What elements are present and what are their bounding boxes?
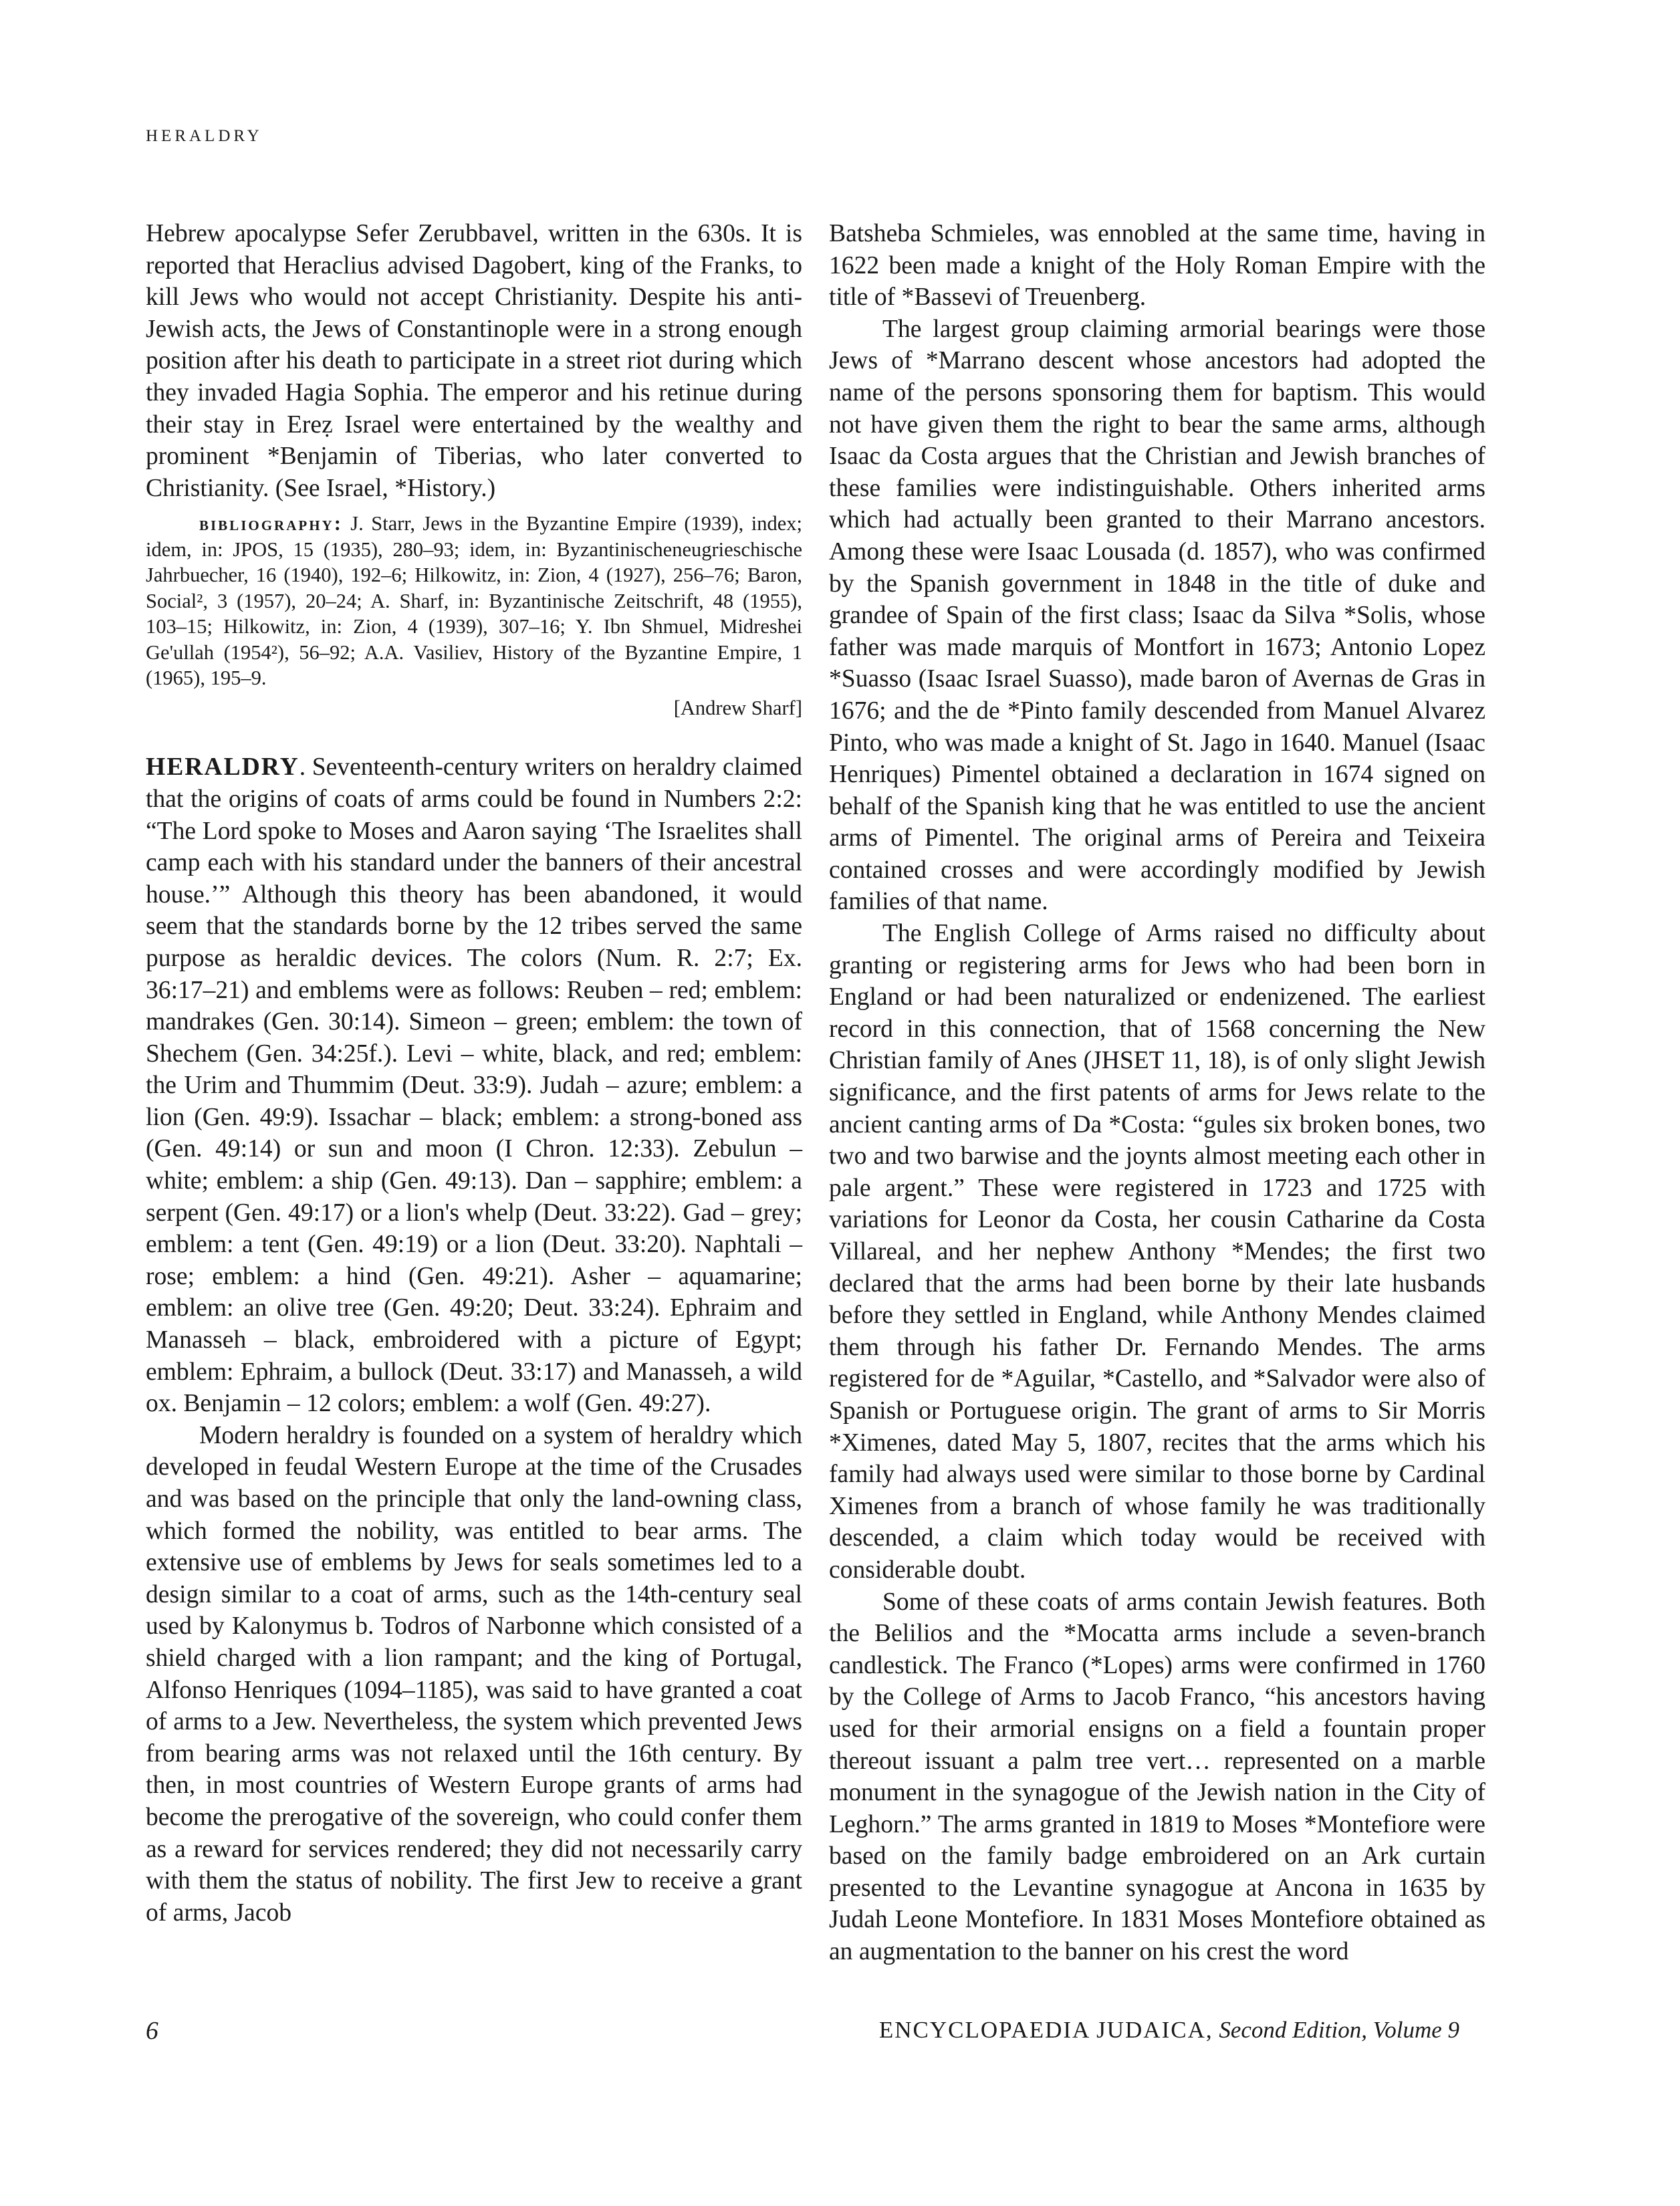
right-column (829, 218, 1485, 1968)
entry-spacer (146, 721, 802, 751)
bibliography (146, 511, 802, 691)
footer-work-name: ENCYCLOPAEDIA JUDAICA, (878, 2017, 1213, 2043)
entry-intro-text: . Seventeenth-century writers on heraldry claimed that the origins of coats of arms could be found in Numbers 2:2: “The Lord spoke to Moses and Aaron saying ‘The Israelites shall camp each with his standard under the banners of their ancestral house.’” Although this theory has been abandoned, it would seem that the standards borne by the 12 tribes served the same purpose as heraldic devices. The colors (Num. R. 2:7; Ex. 36:17–21) and emblems were as follows: Reuben – red; emblem: mandrakes (Gen. 30:14). Simeon – green; emblem: the town of Shechem (Gen. 34:25f.). Levi – white, black, and red; emblem: the Urim and Thummim (Deut. 33:9). Judah – azure; emblem: a lion (Gen. 49:9). Issachar – black; emblem: a strong-boned ass (Gen. 49:14) or sun and moon (I Chron. 12:33). Zebulun – white; emblem: a ship (Gen. 49:13). Dan – sapphire; emblem: a serpent (Gen. 49:17) or a lion's whelp (Deut. 33:22). Gad – grey; emblem: a tent (Gen. 49:19) or a lion (Deut. 33:20). Naphtali – rose; emblem: a hind (Gen. 49:21). Asher – aquamarine; emblem: an olive tree (Gen. 49:20; Deut. 33:24). Ephraim and Manasseh – black, embroidered with a picture of Egypt; emblem: Ephraim, a bullock (Deut. 33:17) and Manasseh, a wild ox. Benjamin – 12 colors; emblem: a wolf (Gen. 49:27). (146, 753, 802, 1418)
right-paragraph-1: Batsheba Schmieles, was ennobled at the same time, having in 1622 been made a knight of the Holy Roman Empire with the title of *Bassevi of Treuenberg. (829, 220, 1485, 312)
bibliography-text: J. Starr, Jews in the Byzantine Empire (1939), index; idem, in: JPOS, 15 (1935), 280–93; idem, in: Byzantinischeneugrieschische Jahrbuecher, 16 (1940), 192–6; Hilkowitz, in: Zion, 4 (1927), 256–76; Baron, Social², 3 (1957), 20–24; A. Sharf, in: Byzantinische Zeitschrift, 48 (1955), 103–15; Hilkowitz, in: Zion, 4 (1939), 307–16; Y. Ibn Shmuel, Midreshei Ge'ullah (1954²), 56–92; A.A. Vasiliev, History of the Byzantine Empire, 1 (1965), 195–9. (146, 512, 802, 690)
bibliography-label: bibliography: (199, 512, 343, 535)
page-number: 6 (146, 2017, 158, 2045)
right-paragraph-jewish-features: Some of these coats of arms contain Jewish features. Both the Belilios and the *Mocatta arms include a seven-branch candlestick. The Franco (*Lopes) arms were confirmed in 1760 by the College of Arms to Jacob Franco, “his ancestors having used for their armorial ensigns on a field a fountain proper thereout issuant a palm tree vert… represented on a marble monument in the synagogue of the Jewish nation in the City of Leghorn.” The arms granted in 1819 to Moses *Montefiore were based on the family badge embroidered on an Ark curtain presented to the Levantine synagogue at Ancona in 1635 by Judah Leone Montefiore. In 1831 Moses Montefiore obtained as an augmentation to the banner on his crest the word (829, 1588, 1485, 1966)
footer-edition: Second Edition, Volume 9 (1213, 2017, 1459, 2043)
left-paragraph-modern-heraldry: Modern heraldry is founded on a system of heraldry which developed in feudal Western Europe at the time of the Crusades and was based on the principle that only the land-owning class, which formed the nobility, was entitled to bear arms. The extensive use of emblems by Jews for seals sometimes led to a design similar to a coat of arms, such as the 14th-century seal used by Kalonymus b. Todros of Narbonne which consisted of a shield charged with a lion rampant; and the king of Portugal, Alfonso Henriques (1094–1185), was said to have granted a coat of arms to a Jew. Nevertheless, the system which prevented Jews from bearing arms was not relaxed until the 16th century. By then, in most countries of Western Europe grants of arms had become the prerogative of the sovereign, who could confer them as a reward for services rendered; they did not necessarily carry with them the status of nobility. The first Jew to receive a grant of arms, Jacob (146, 1421, 802, 1927)
right-paragraph-marrano: The largest group claiming armorial bearings were those Jews of *Marrano descent whose ancestors had adopted the name of the persons sponsoring them for baptism. This would not have given them the right to bear the same arms, although Isaac da Costa argues that the Christian and Jewish branches of these families were indistinguishable. Others inherited arms which had actually been granted to their Marrano ancestors. Among these were Isaac Lousada (d. 1857), who was confirmed by the Spanish government in 1848 in the title of duke and grandee of Spain of the first class; Isaac da Silva *Solis, whose father was made marquis of Montfort in 1673; Antonio Lopez *Suasso (Isaac Israel Suasso), made baron of Avernas de Gras in 1676; and the de *Pinto family descended from Manuel Alvarez Pinto, who was made a knight of St. Jago in 1640. Manuel (Isaac Henriques) Pimentel obtained a declaration in 1674 signed on behalf of the Spanish king that he was entitled to use the ancient arms of Pimentel. The original arms of Pereira and Teixeira contained crosses and were accordingly modified by Jewish families of that name. (829, 315, 1485, 916)
heraldry-entry-paragraph (146, 751, 802, 1419)
left-column (146, 218, 802, 1929)
running-head: HERALDRY (146, 127, 263, 145)
entry-title: HERALDRY (146, 753, 299, 781)
author-signature: [Andrew Sharf] (673, 696, 802, 719)
footer-work-title (879, 2017, 1459, 2044)
left-paragraph-1: Hebrew apocalypse Sefer Zerubbavel, written in the 630s. It is reported that Heraclius advised Dagobert, king of the Franks, to kill Jews who would not accept Christianity. Despite his anti-Jewish acts, the Jews of Constantinople were in a strong enough position after his death to participate in a street riot during which they invaded Hagia Sophia. The emperor and his retinue during their stay in Ereẓ Israel were entertained by the wealthy and prominent *Benjamin of Tiberias, who later converted to Christianity. (See Israel, *History.) (146, 220, 802, 502)
right-paragraph-college-of-arms: The English College of Arms raised no difficulty about granting or registering arms for Jews who had been born in England or had been naturalized or endenizened. The earliest record in this connection, that of 1568 concerning the New Christian family of Anes (JHSET 11, 18), is of only slight Jewish significance, and the first patents of arms for Jews relate to the ancient canting arms of Da *Costa: “gules six broken bones, two two and two barwise and the joynts almost meeting each other in pale argent.” These were registered in 1723 and 1725 with variations for Leonor da Costa, her cousin Catharine da Costa Villareal, and her nephew Anthony *Mendes; the first two declared that the arms had been borne by their late husbands before they settled in England, while Anthony Mendes claimed them through his father Dr. Fernando Mendes. The arms registered for de *Aguilar, *Castello, and *Salvador were also of Spanish or Portuguese origin. The grant of arms to Sir Morris *Ximenes, dated May 5, 1807, recites that the arms which his family had always used were similar to those borne by Cardinal Ximenes from a branch of whose family he was traditionally descended, a claim which today would be received with considerable doubt. (829, 920, 1485, 1584)
